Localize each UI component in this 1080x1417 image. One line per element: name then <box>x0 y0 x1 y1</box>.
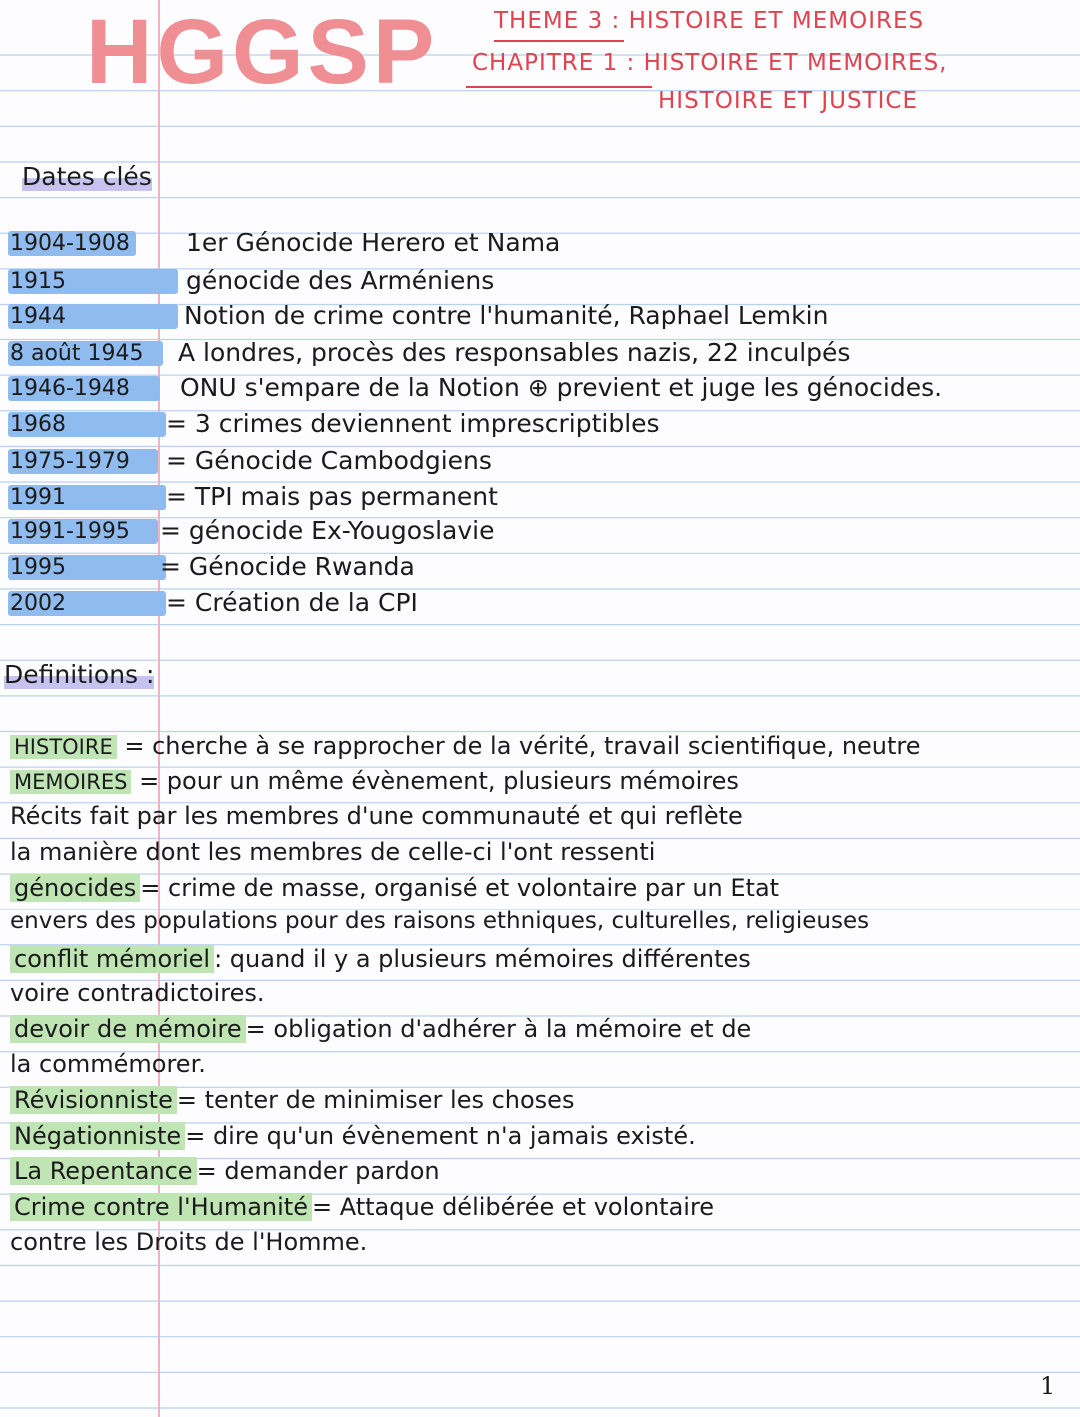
definition-line: voire contradictoires. <box>10 979 265 1007</box>
definition-line: contre les Droits de l'Homme. <box>10 1228 368 1256</box>
timeline-event: Notion de crime contre l'humanité, Raphael Lemkin <box>184 301 829 330</box>
chapter-title-cont: HISTOIRE ET JUSTICE <box>658 88 918 114</box>
theme-title: THEME 3 : HISTOIRE ET MEMOIRES <box>494 8 925 34</box>
timeline-event: = 3 crimes deviennent imprescriptibles <box>166 409 660 438</box>
term: HISTOIRE <box>10 735 117 759</box>
logo-title: HGGSP <box>86 1 439 103</box>
term: devoir de mémoire <box>10 1015 246 1043</box>
definition-negationniste: Négationniste = dire qu'un évènement n'a jamais existé. <box>10 1121 696 1152</box>
term: Négationniste <box>10 1122 185 1150</box>
definition-memoires: MEMOIRES = pour un même évènement, plusieurs mémoires <box>10 767 739 796</box>
timeline-date: 1946-1948 <box>8 375 160 404</box>
definition-repentance: La Repentance = demander pardon <box>10 1156 440 1187</box>
chapter-title: CHAPITRE 1 : HISTOIRE ET MEMOIRES, <box>472 50 948 76</box>
term: conflit mémoriel <box>10 945 214 973</box>
definition-line: Récits fait par les membres d'une communauté et qui reflète <box>10 802 743 830</box>
timeline-date: 1991 <box>8 484 166 513</box>
timeline-date: 1904-1908 <box>8 230 136 259</box>
term: MEMOIRES <box>10 770 131 794</box>
theme-underline <box>494 40 624 42</box>
timeline-date: 1975-1979 <box>8 448 158 477</box>
definition-crime: Crime contre l'Humanité = Attaque délibérée et volontaire <box>10 1192 714 1223</box>
timeline-event: A londres, procès des responsables nazis, 22 inculpés <box>178 338 851 367</box>
term: La Repentance <box>10 1157 197 1185</box>
definition-line: la commémorer. <box>10 1050 206 1078</box>
definition-histoire: HISTOIRE = cherche à se rapprocher de la vérité, travail scientifique, neutre <box>10 732 921 761</box>
timeline-date: 1944 <box>8 303 178 332</box>
timeline-event: = Création de la CPI <box>166 588 418 617</box>
definition-revisionniste: Révisionniste = tenter de minimiser les choses <box>10 1085 574 1116</box>
dates-heading-text: Dates clés <box>22 162 152 191</box>
timeline-date: 2002 <box>8 590 166 619</box>
page-number: 1 <box>1040 1372 1056 1400</box>
definition-conflit: conflit mémoriel : quand il y a plusieurs mémoires différentes <box>10 944 751 975</box>
definition-devoir: devoir de mémoire = obligation d'adhérer à la mémoire et de <box>10 1014 751 1045</box>
timeline-date: 1991-1995 <box>8 518 158 547</box>
timeline-date: 1915 <box>8 268 178 297</box>
timeline-event: 1er Génocide Herero et Nama <box>186 228 561 257</box>
definitions-heading <box>4 660 154 690</box>
timeline-event: ONU s'empare de la Notion ⊕ previent et juge les génocides. <box>180 373 943 402</box>
timeline-event: = Génocide Rwanda <box>160 552 415 581</box>
definition-genocides: génocides = crime de masse, organisé et volontaire par un Etat <box>10 873 779 904</box>
definition-line: la manière dont les membres de celle-ci l'ont ressenti <box>10 838 656 866</box>
timeline-event: = génocide Ex-Yougoslavie <box>160 516 495 545</box>
timeline-event: génocide des Arméniens <box>186 266 495 295</box>
timeline-event: = Génocide Cambodgiens <box>166 446 492 475</box>
timeline-event: = TPI mais pas permanent <box>166 482 498 511</box>
term: génocides <box>10 874 140 902</box>
definition-line: envers des populations pour des raisons ethniques, culturelles, religieuses <box>10 908 870 934</box>
timeline-date: 8 août 1945 <box>8 340 163 369</box>
term: Révisionniste <box>10 1086 177 1114</box>
timeline-date: 1995 <box>8 554 166 583</box>
timeline-date: 1968 <box>8 411 166 440</box>
definitions-heading-text: Definitions : <box>4 660 155 689</box>
dates-heading <box>22 162 152 192</box>
chapter-underline <box>466 86 652 88</box>
term: Crime contre l'Humanité <box>10 1193 312 1221</box>
